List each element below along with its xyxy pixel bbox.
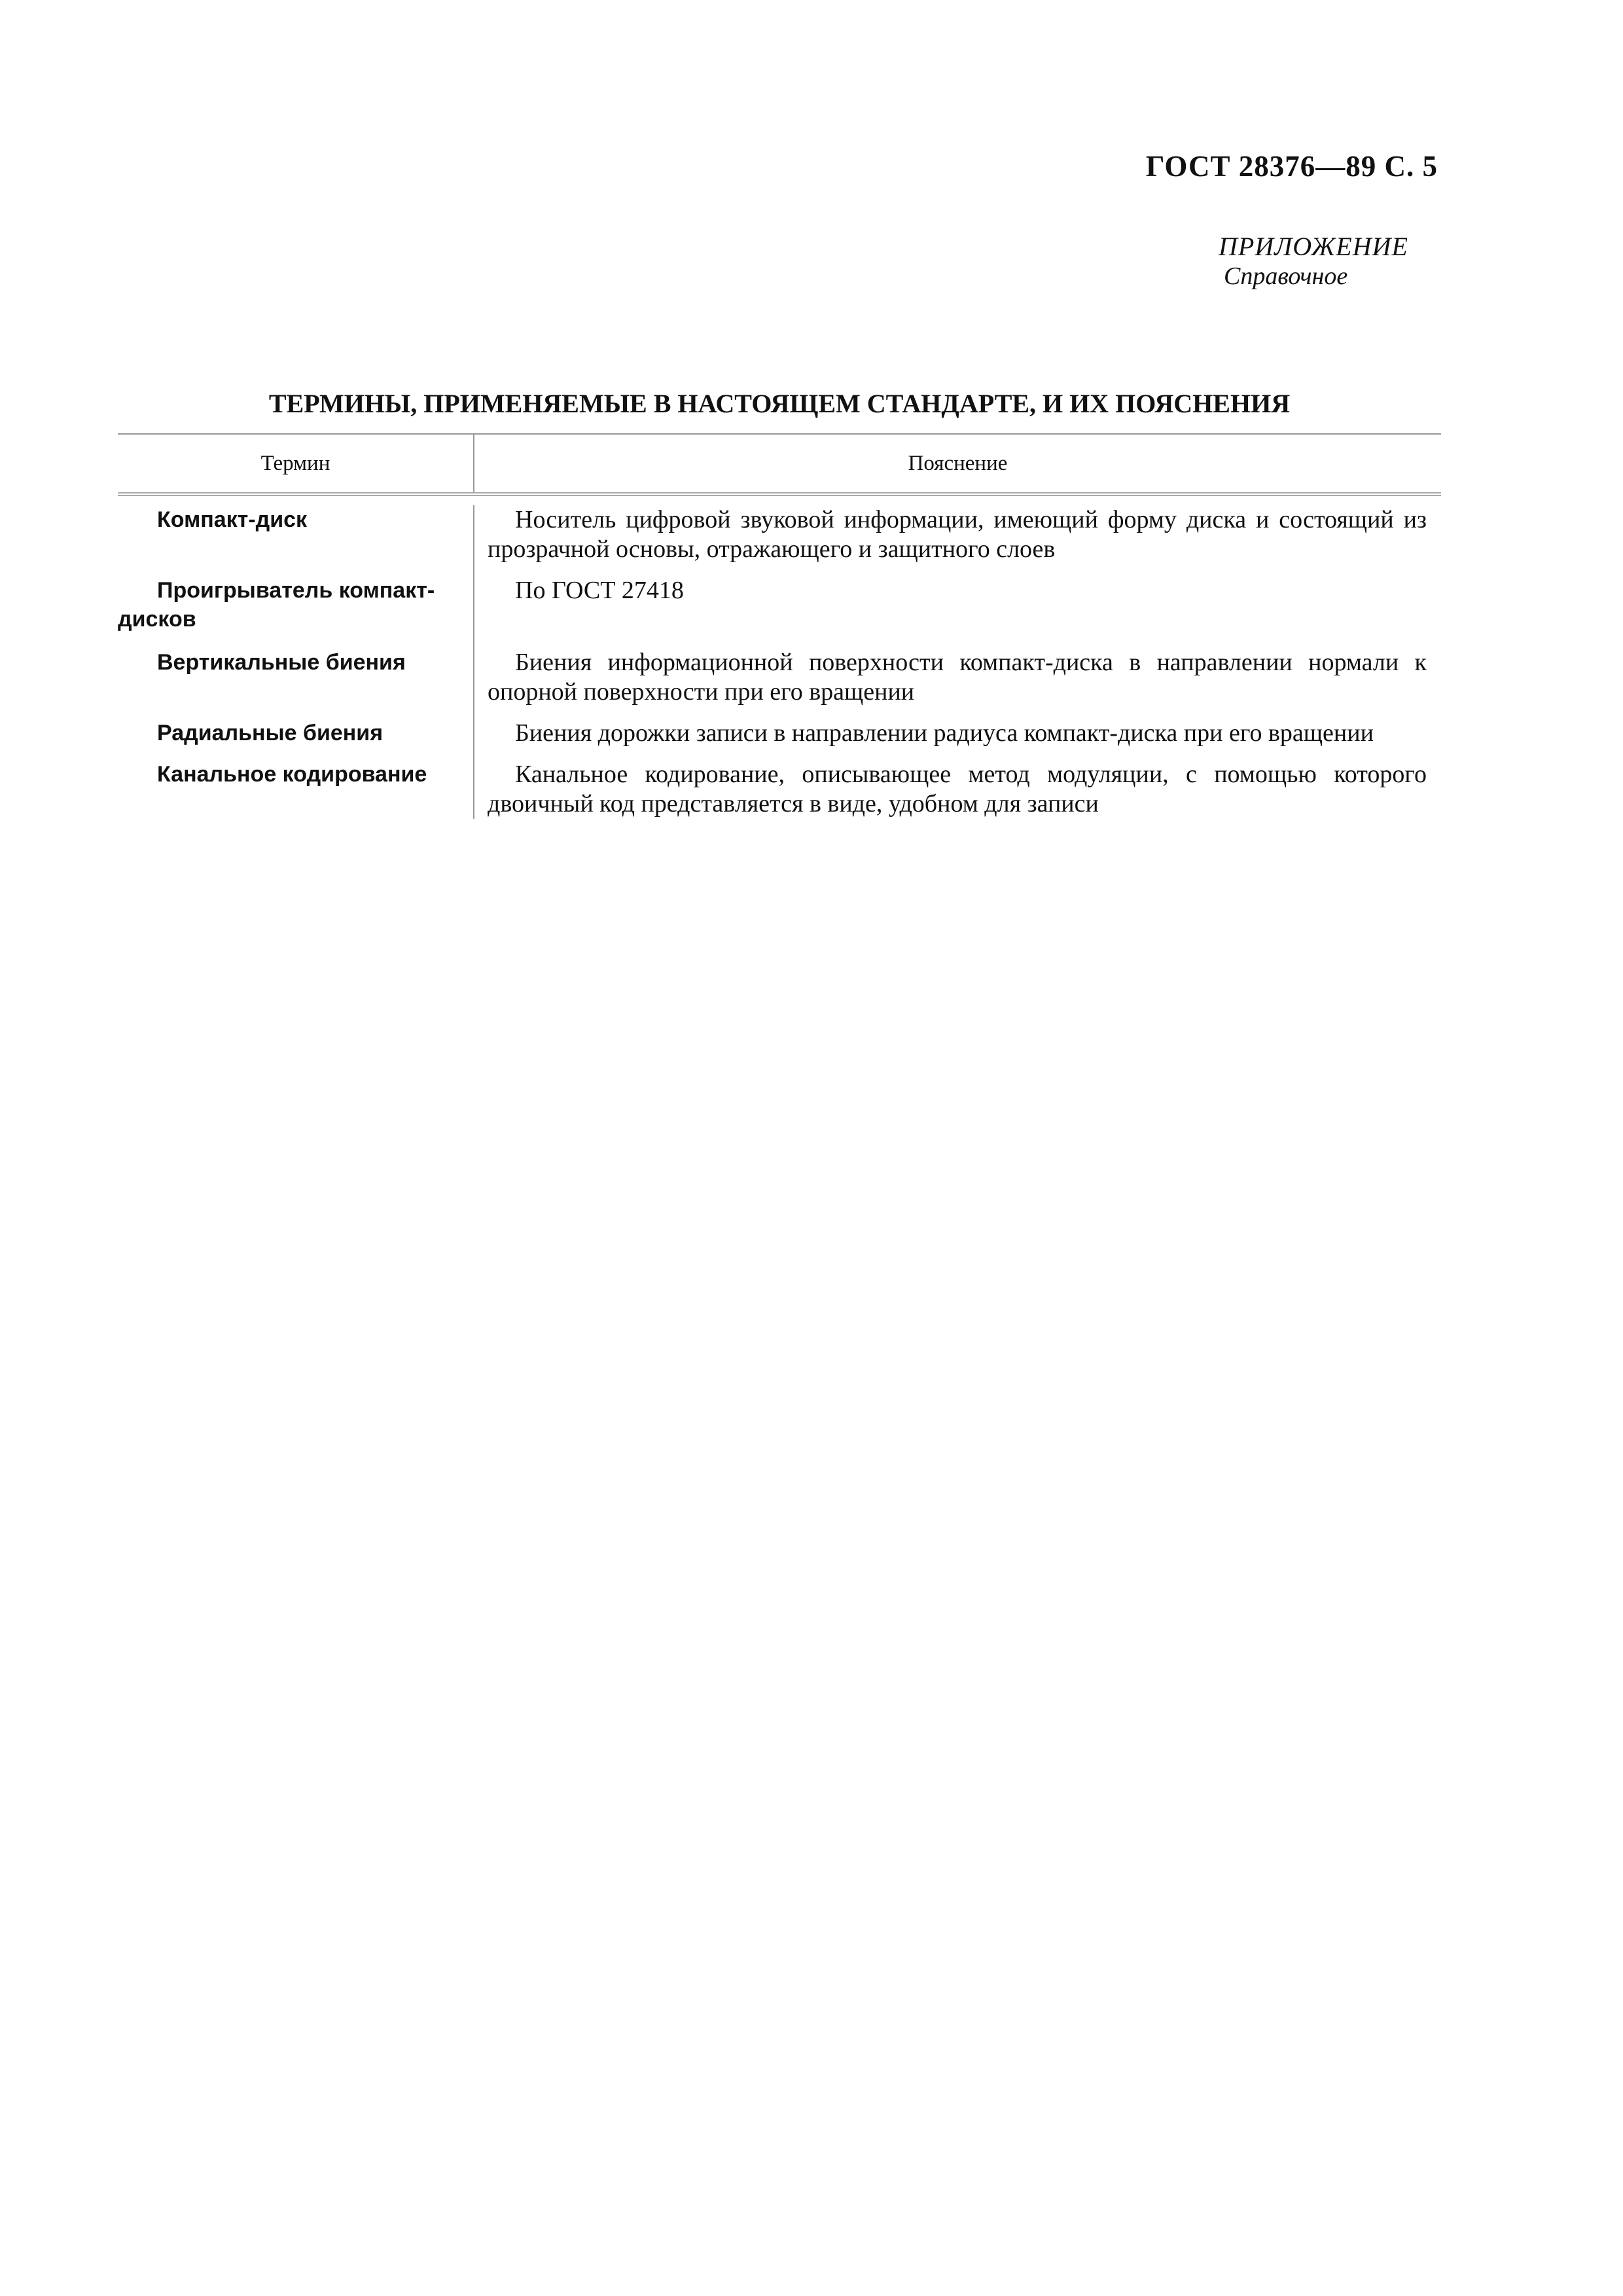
column-header-explanation: Пояснение — [908, 451, 1008, 475]
document-code: ГОСТ 28376—89 С. 5 — [1145, 150, 1438, 183]
term-text-continued: дисков — [118, 607, 196, 632]
table-body — [118, 505, 1441, 819]
term-cell — [118, 505, 473, 564]
table-row — [118, 576, 1441, 634]
explanation-cell: Биения информационной поверхности компакт-диска в направлении нормали к опорной поверхности при его вращении — [488, 649, 1427, 706]
section-title: ТЕРМИНЫ, ПРИМЕНЯЕМЫЕ В НАСТОЯЩЕМ СТАНДАРТЕ, И ИХ ПОЯСНЕНИЯ — [268, 389, 1291, 418]
term-cell — [118, 719, 473, 748]
table-row — [118, 719, 1441, 748]
term-text: Радиальные биения — [157, 721, 383, 745]
explanation-cell: Носитель цифровой звуковой информации, имеющий форму диска и состоящий из прозрачной основы, отражающего и защитного слоев — [488, 506, 1427, 563]
column-divider — [473, 505, 474, 819]
table-row — [118, 760, 1441, 819]
column-header-term: Термин — [118, 435, 474, 492]
term-text: Вертикальные биения — [157, 650, 406, 675]
term-text: Канальное кодирование — [157, 762, 427, 787]
explanation-cell: Канальное кодирование, описывающее метод модуляции, с помощью которого двоичный код представляется в виде, удобном для записи — [488, 761, 1427, 817]
appendix-type: Справочное — [1224, 262, 1348, 290]
terms-table — [118, 433, 1441, 819]
term-cell — [118, 760, 473, 819]
term-text: Компакт-диск — [157, 507, 308, 532]
term-text: Проигрыватель компакт- — [157, 578, 435, 603]
table-header — [118, 435, 1441, 496]
term-cell — [118, 648, 473, 707]
appendix-title: ПРИЛОЖЕНИЕ — [1219, 232, 1408, 261]
table-row — [118, 505, 1441, 564]
explanation-cell: По ГОСТ 27418 — [515, 577, 684, 604]
explanation-cell: Биения дорожки записи в направлении радиуса компакт-диска при его вращении — [515, 719, 1374, 747]
table-row — [118, 648, 1441, 707]
term-cell — [118, 576, 473, 634]
